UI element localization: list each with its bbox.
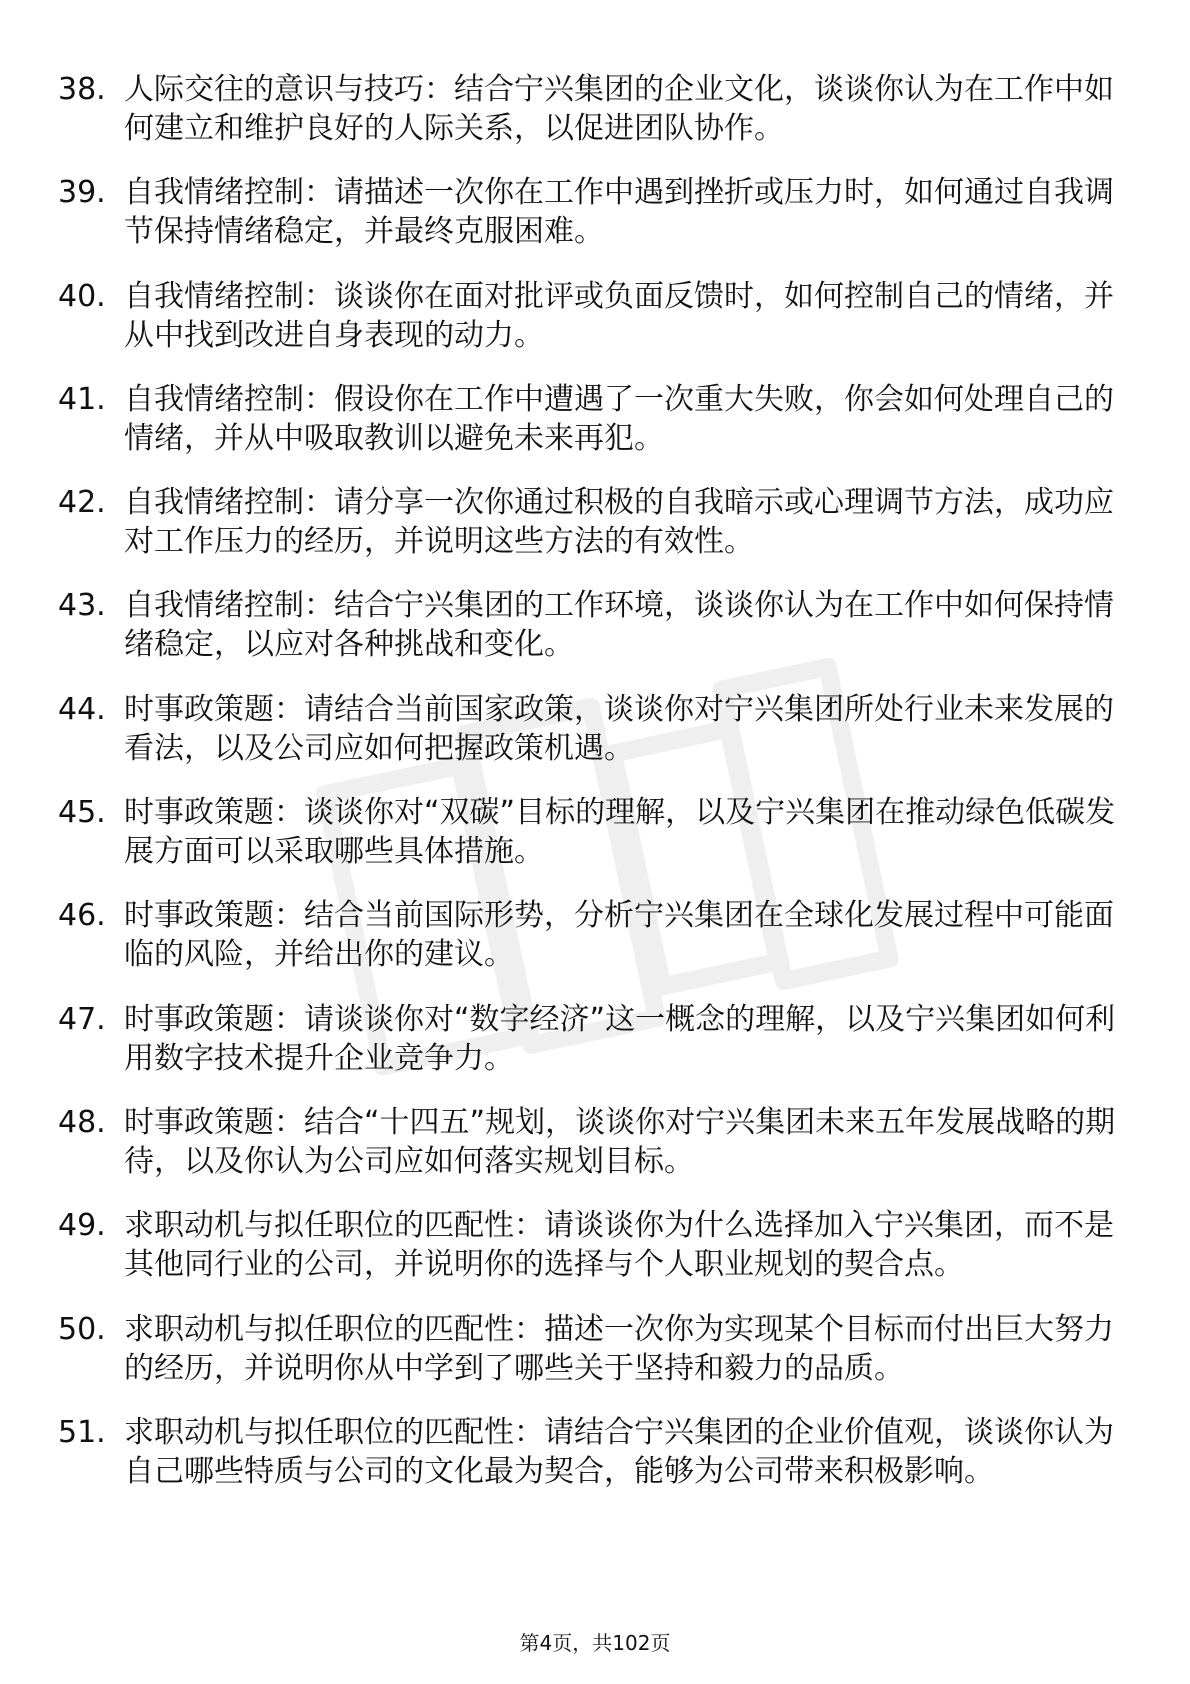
question-text: 自我情绪控制：假设你在工作中遭遇了一次重大失败，你会如何处理自己的情绪，并从中吸取教训以避免未来再犯。 [124, 381, 1114, 456]
question-text: 人际交往的意识与技巧：结合宁兴集团的企业文化，谈谈你认为在工作中如何建立和维护良好的人际关系，以促进团队协作。 [124, 72, 1114, 146]
question-number: 39. [58, 175, 106, 211]
question-number: 44. [58, 691, 106, 727]
question-item [58, 277, 1124, 355]
question-text: 时事政策题：结合“十四五”规划，谈谈你对宁兴集团未来五年发展战略的期待，以及你认为公司应如何落实规划目标。 [124, 1104, 1116, 1179]
question-number: 47. [58, 1001, 106, 1037]
question-item [58, 586, 1124, 664]
question-item [58, 793, 1124, 871]
question-item [58, 70, 1124, 148]
question-item [58, 896, 1124, 974]
question-item [58, 1000, 1124, 1078]
question-number: 38. [58, 72, 106, 107]
question-text: 自我情绪控制：结合宁兴集团的工作环境，谈谈你认为在工作中如何保持情绪稳定，以应对各种挑战和变化。 [124, 588, 1114, 663]
question-text: 求职动机与拟任职位的匹配性：请结合宁兴集团的企业价值观，谈谈你认为自己哪些特质与公司的文化最为契合，能够为公司带来积极影响。 [124, 1414, 1114, 1489]
page-footer: 第4页，共102页 [519, 1631, 671, 1655]
question-number: 51. [58, 1414, 106, 1450]
question-item [58, 1310, 1124, 1388]
question-item [58, 1206, 1124, 1284]
question-item [58, 690, 1124, 768]
question-list [58, 70, 1124, 1516]
question-text: 时事政策题：谈谈你对“双碳”目标的理解，以及宁兴集团在推动绿色低碳发展方面可以采取哪些具体措施。 [124, 795, 1116, 870]
question-text: 时事政策题：结合当前国际形势，分析宁兴集团在全球化发展过程中可能面临的风险，并给出你的建议。 [124, 898, 1114, 973]
question-item [58, 1413, 1124, 1491]
question-number: 46. [58, 898, 106, 934]
question-number: 42. [58, 485, 106, 521]
question-item [58, 1103, 1124, 1181]
question-number: 43. [58, 588, 106, 624]
question-item [58, 173, 1124, 251]
question-number: 49. [58, 1208, 106, 1244]
question-item [58, 380, 1124, 458]
question-text: 自我情绪控制：请描述一次你在工作中遇到挫折或压力时，如何通过自我调节保持情绪稳定，并最终克服困难。 [124, 175, 1114, 250]
question-number: 48. [58, 1104, 106, 1140]
question-text: 求职动机与拟任职位的匹配性：请谈谈你为什么选择加入宁兴集团，而不是其他同行业的公司，并说明你的选择与个人职业规划的契合点。 [124, 1208, 1114, 1283]
question-item [58, 483, 1124, 561]
question-text: 时事政策题：请结合当前国家政策，谈谈你对宁兴集团所处行业未来发展的看法，以及公司应如何把握政策机遇。 [124, 691, 1114, 766]
question-number: 50. [58, 1311, 106, 1347]
question-number: 40. [58, 278, 106, 314]
question-text: 时事政策题：请谈谈你对“数字经济”这一概念的理解，以及宁兴集团如何利用数字技术提升企业竞争力。 [124, 1001, 1116, 1076]
question-text: 自我情绪控制：请分享一次你通过积极的自我暗示或心理调节方法，成功应对工作压力的经历，并说明这些方法的有效性。 [124, 485, 1114, 560]
question-text: 自我情绪控制：谈谈你在面对批评或负面反馈时，如何控制自己的情绪，并从中找到改进自身表现的动力。 [124, 278, 1114, 353]
question-text: 求职动机与拟任职位的匹配性：描述一次你为实现某个目标而付出巨大努力的经历，并说明你从中学到了哪些关于坚持和毅力的品质。 [124, 1311, 1114, 1386]
question-number: 41. [58, 381, 106, 417]
question-number: 45. [58, 795, 106, 831]
